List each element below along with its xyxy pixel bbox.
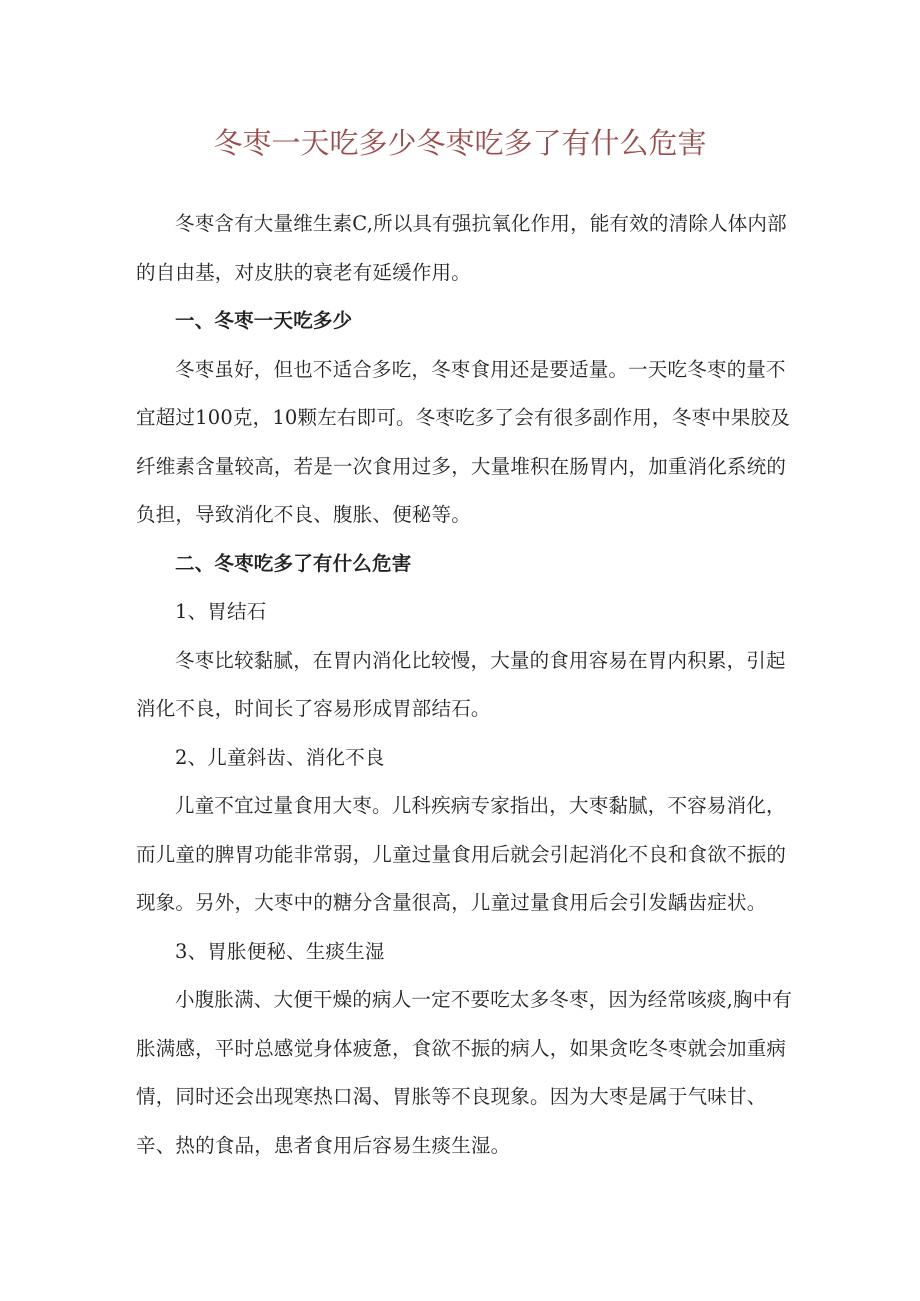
- section-heading-1: 一、冬枣一天吃多少: [175, 309, 353, 332]
- subheading-bloating: 3、胃胀便秘、生痰生湿: [175, 939, 385, 963]
- document-body: [136, 200, 796, 1170]
- document-title: 冬枣一天吃多少冬枣吃多了有什么危害: [213, 126, 707, 160]
- intro-paragraph: 冬枣含有大量维生素C,所以具有强抗氧化作用，能有效的清除人体内部的自由基，对皮肤的衰老有延缓作用。: [136, 212, 787, 284]
- children-paragraph: 儿童不宜过量食用大枣。儿科疾病专家指出，大枣黏腻，不容易消化，而儿童的脾胃功能非常弱，儿童过量食用后就会引起消化不良和食欲不振的现象。另外，大枣中的糖分含量很高，儿童过量食用后会引发龋齿症状。: [136, 794, 787, 914]
- gastrolith-paragraph: 冬枣比较黏腻，在胃内消化比较慢，大量的食用容易在胃内积累，引起消化不良，时间长了容易形成胃部结石。: [136, 648, 786, 720]
- subheading-gastrolith: 1、胃结石: [175, 600, 267, 623]
- subheading-children: 2、儿童斜齿、消化不良: [175, 745, 385, 769]
- section-1-paragraph: 冬枣虽好，但也不适合多吃，冬枣食用还是要适量。一天吃冬枣的量不宜超过100克，10颗左右即可。冬枣吃多了会有很多副作用，冬枣中果胶及纤维素含量较高，若是一次食用过多，大量堆积在肠胃内，加重消化系统的负担，导致消化不良、腹胀、便秘等。: [136, 357, 791, 526]
- bloating-paragraph: 小腹胀满、大便干燥的病人一定不要吃太多冬枣，因为经常咳痰,胸中有胀满感，平时总感觉身体疲惫，食欲不振的病人，如果贪吃冬枣就会加重病情，同时还会出现寒热口渴、胃胀等不良现象。因为大枣是属于气味甘、辛、热的食品，患者食用后容易生痰生湿。: [136, 988, 793, 1157]
- section-heading-2: 二、冬枣吃多了有什么危害: [175, 551, 412, 575]
